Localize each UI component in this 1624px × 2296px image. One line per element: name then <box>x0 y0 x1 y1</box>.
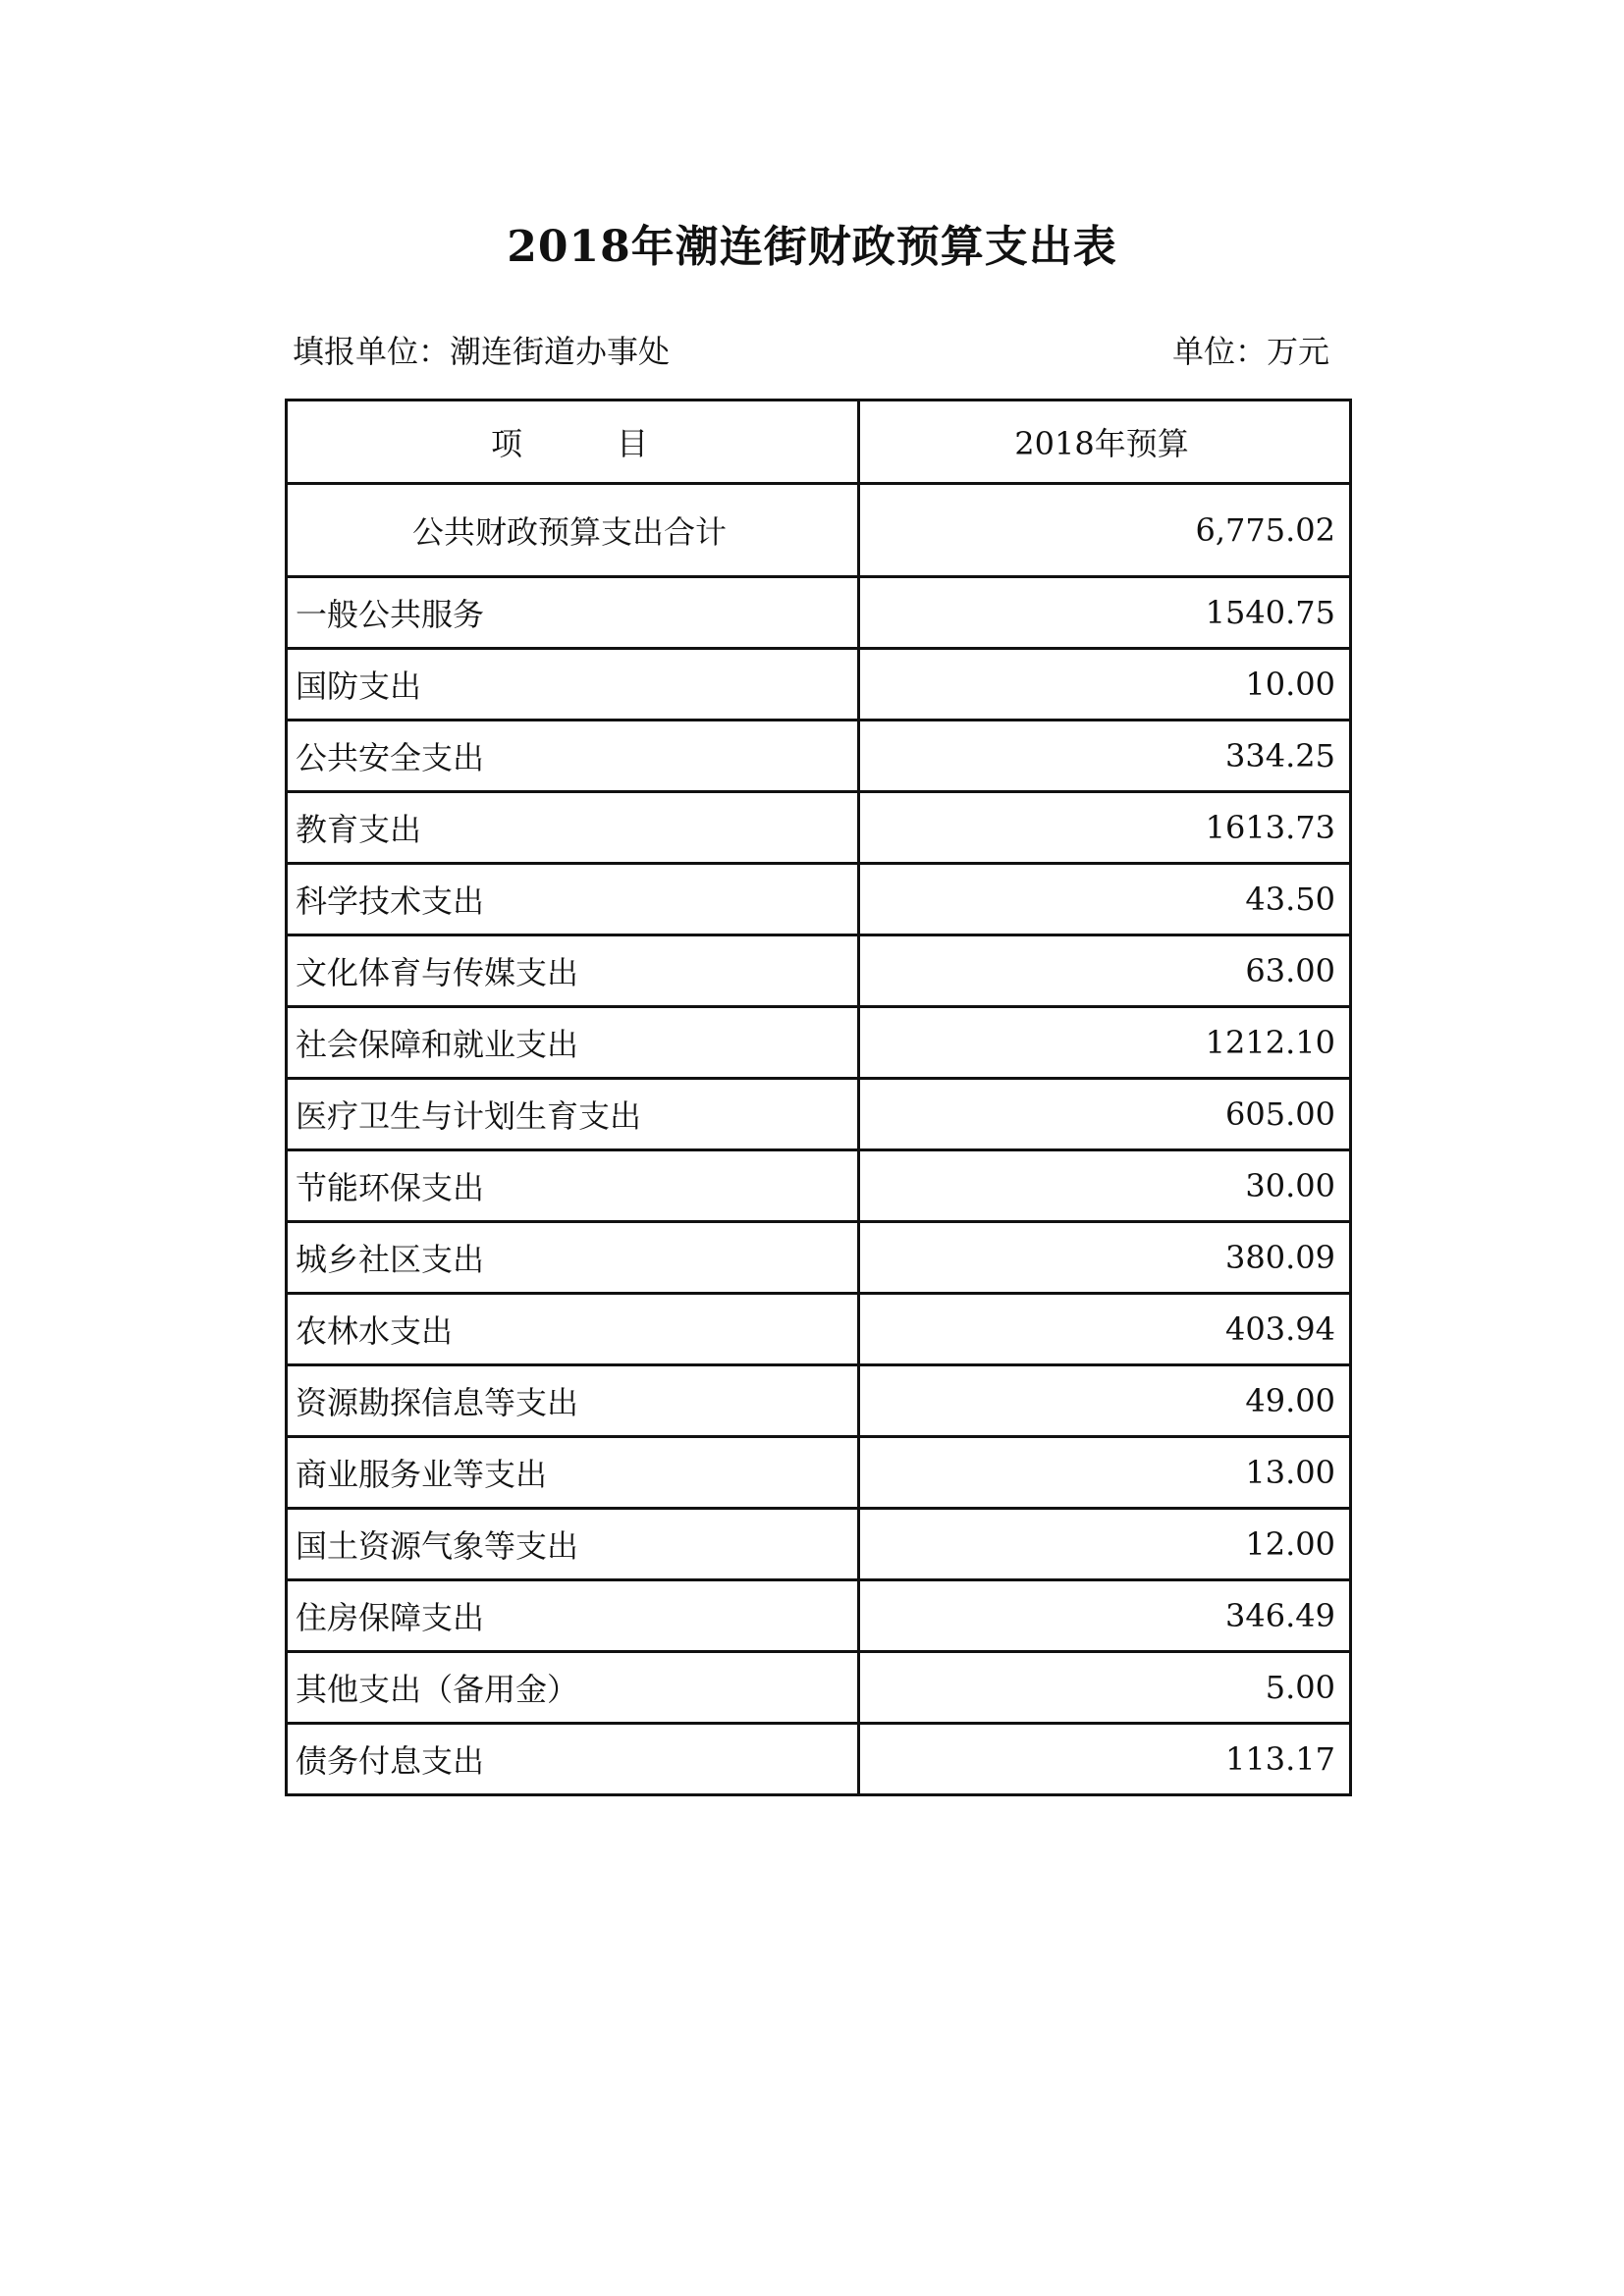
row-label-cell: 科学技术支出 <box>287 864 859 935</box>
row-label-cell: 医疗卫生与计划生育支出 <box>287 1079 859 1150</box>
reporting-unit: 填报单位：潮连街道办事处 <box>293 333 671 370</box>
row-label-cell: 农林水支出 <box>287 1294 859 1365</box>
row-value-cell: 403.94 <box>859 1294 1351 1365</box>
row-value-cell: 380.09 <box>859 1222 1351 1294</box>
table-row <box>287 1652 1351 1724</box>
row-value-cell: 5.00 <box>859 1652 1351 1724</box>
total-label-cell: 公共财政预算支出合计 <box>287 484 859 577</box>
row-label-cell: 公共安全支出 <box>287 721 859 792</box>
row-label-cell: 债务付息支出 <box>287 1724 859 1795</box>
table-row <box>287 577 1351 649</box>
total-value-cell: 6,775.02 <box>859 484 1351 577</box>
row-value-cell: 12.00 <box>859 1509 1351 1580</box>
row-label-cell: 资源勘探信息等支出 <box>287 1365 859 1437</box>
row-value-cell: 113.17 <box>859 1724 1351 1795</box>
row-label-cell: 国防支出 <box>287 649 859 721</box>
header-budget-cell: 2018年预算 <box>859 400 1351 484</box>
row-value-cell: 1540.75 <box>859 577 1351 649</box>
row-value-cell: 13.00 <box>859 1437 1351 1509</box>
row-label-cell: 商业服务业等支出 <box>287 1437 859 1509</box>
table-row <box>287 864 1351 935</box>
row-label-cell: 节能环保支出 <box>287 1150 859 1222</box>
row-label-cell: 文化体育与传媒支出 <box>287 935 859 1007</box>
row-value-cell: 346.49 <box>859 1580 1351 1652</box>
row-label-cell: 一般公共服务 <box>287 577 859 649</box>
table-row <box>287 1007 1351 1079</box>
row-value-cell: 1613.73 <box>859 792 1351 864</box>
table-row <box>287 1437 1351 1509</box>
row-label-cell: 社会保障和就业支出 <box>287 1007 859 1079</box>
row-label-cell: 其他支出（备用金） <box>287 1652 859 1724</box>
row-value-cell: 49.00 <box>859 1365 1351 1437</box>
table-row <box>287 935 1351 1007</box>
row-value-cell: 30.00 <box>859 1150 1351 1222</box>
row-label-cell: 教育支出 <box>287 792 859 864</box>
table-row <box>287 1079 1351 1150</box>
row-label-cell: 城乡社区支出 <box>287 1222 859 1294</box>
row-value-cell: 605.00 <box>859 1079 1351 1150</box>
table-row <box>287 1580 1351 1652</box>
table-row <box>287 1509 1351 1580</box>
row-label-cell: 国土资源气象等支出 <box>287 1509 859 1580</box>
table-row <box>287 1724 1351 1795</box>
table-row <box>287 792 1351 864</box>
row-value-cell: 1212.10 <box>859 1007 1351 1079</box>
table-row <box>287 649 1351 721</box>
page-title: 2018年潮连街财政预算支出表 <box>507 222 1117 272</box>
table-row <box>287 1365 1351 1437</box>
row-value-cell: 43.50 <box>859 864 1351 935</box>
table-row <box>287 1222 1351 1294</box>
row-value-cell: 334.25 <box>859 721 1351 792</box>
table-row <box>287 1294 1351 1365</box>
table-row <box>287 721 1351 792</box>
budget-table <box>285 399 1352 1796</box>
header-item-cell: 项 目 <box>287 400 859 484</box>
unit-label: 单位：万元 <box>1171 333 1329 370</box>
table-header-row <box>287 400 1351 484</box>
row-value-cell: 63.00 <box>859 935 1351 1007</box>
row-value-cell: 10.00 <box>859 649 1351 721</box>
total-row <box>287 484 1351 577</box>
row-label-cell: 住房保障支出 <box>287 1580 859 1652</box>
table-row <box>287 1150 1351 1222</box>
